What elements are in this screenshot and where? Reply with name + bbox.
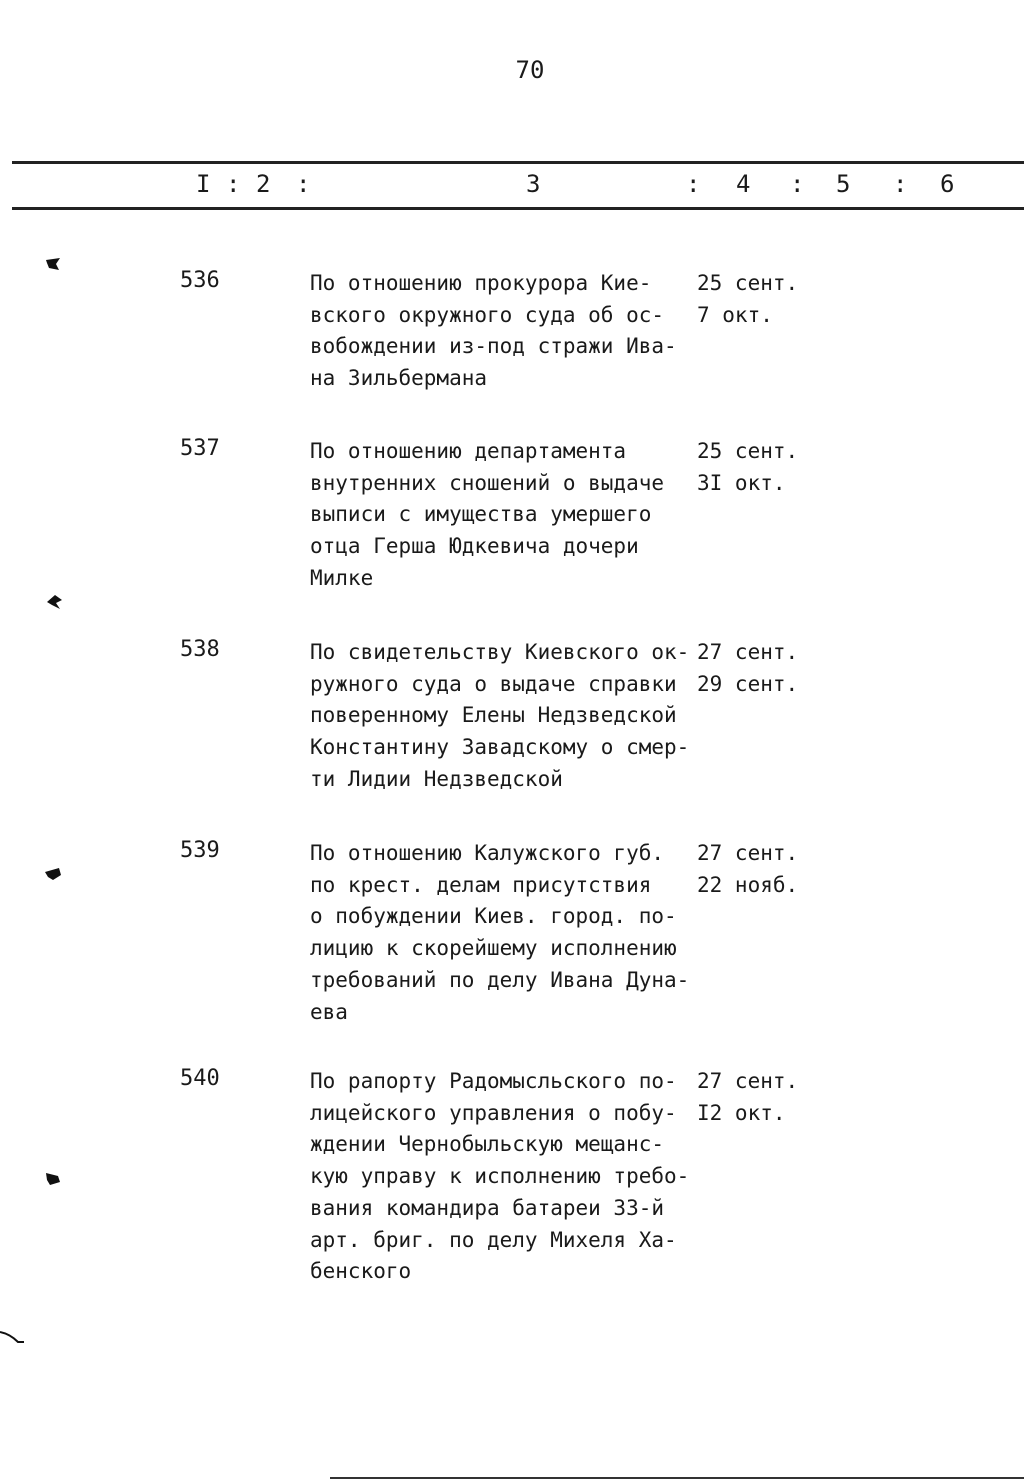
column-1-label: I xyxy=(196,170,211,198)
entry-description xyxy=(310,1066,710,1288)
start-date: 27 сент. xyxy=(697,841,799,865)
header-top-rule xyxy=(12,161,1024,164)
entry-text-line: кую управу к исполнению требо- xyxy=(310,1164,690,1189)
column-2-label: 2 xyxy=(256,170,271,198)
page-bottom-edge xyxy=(330,1477,1024,1479)
entry-text-line: ждении Чернобыльскую мещанс- xyxy=(310,1132,665,1157)
column-separator: : xyxy=(790,170,805,198)
column-separator: : xyxy=(296,170,311,198)
column-separator: : xyxy=(686,170,701,198)
entry-number: 536 xyxy=(180,268,220,293)
entry-text-line: отца Герша Юдкевича дочери xyxy=(310,534,639,559)
column-3-label: 3 xyxy=(526,170,541,198)
entry-dates xyxy=(697,637,798,700)
end-date: I2 окт. xyxy=(697,1100,786,1125)
end-date: 7 окт. xyxy=(697,302,773,327)
entry-text-line: о побуждении Киев. город. по- xyxy=(310,904,677,929)
entry-dates xyxy=(697,1066,798,1129)
entry-text-line: По отношению департамента xyxy=(310,439,627,463)
column-5-label: 5 xyxy=(836,170,851,198)
entry-number: 540 xyxy=(180,1066,220,1091)
entry-text-line: По отношению Калужского губ. xyxy=(310,841,665,865)
entry-description xyxy=(310,436,710,595)
entry-text-line: По отношению прокурора Кие- xyxy=(310,271,652,295)
entry-text-line: По свидетельству Киевского ок- xyxy=(310,640,690,664)
punch-hole-mark xyxy=(46,594,64,610)
entry-dates xyxy=(697,268,798,331)
column-6-label: 6 xyxy=(940,170,955,198)
column-separator: : xyxy=(893,170,908,198)
punch-hole-mark xyxy=(44,256,62,272)
entry-text-line: ружного суда о выдаче справки xyxy=(310,671,677,696)
entry-description xyxy=(310,637,710,796)
entry-text-line: вобождении из-под стражи Ива- xyxy=(310,334,677,359)
column-header-row xyxy=(0,170,1024,202)
start-date: 27 сент. xyxy=(697,640,799,664)
entry-number: 538 xyxy=(180,637,220,662)
entry-text-line: внутренних сношений о выдаче xyxy=(310,470,665,495)
entry-dates xyxy=(697,838,798,901)
entry-dates xyxy=(697,436,798,499)
start-date: 25 сент. xyxy=(697,439,799,463)
entry-text-line: требований по делу Ивана Дуна- xyxy=(310,967,690,992)
entry-text-line: лицейского управления о побу- xyxy=(310,1100,677,1125)
start-date: 25 сент. xyxy=(697,271,799,295)
punch-hole-mark xyxy=(44,1170,62,1186)
end-date: 3I окт. xyxy=(697,470,786,495)
entry-text-line: бенского xyxy=(310,1259,412,1284)
column-separator: : xyxy=(226,170,241,198)
start-date: 27 сент. xyxy=(697,1069,799,1093)
entry-number: 537 xyxy=(180,436,220,461)
entry-text-line: арт. бриг. по делу Михеля Ха- xyxy=(310,1227,677,1252)
entry-text-line: ева xyxy=(310,999,348,1024)
punch-hole-mark xyxy=(44,866,62,882)
entry-text-line: по крест. делам присутствия xyxy=(310,872,652,897)
entry-text-line: лицию к скорейшему исполнению xyxy=(310,936,677,961)
header-bottom-rule xyxy=(12,207,1024,210)
entry-text-line: поверенному Елены Недзведской xyxy=(310,703,677,728)
entry-description xyxy=(310,838,710,1028)
entry-text-line: вского окружного суда об ос- xyxy=(310,302,665,327)
entry-text-line: выписи с имущества умершего xyxy=(310,502,652,527)
column-4-label: 4 xyxy=(736,170,751,198)
entry-text-line: По рапорту Радомысльского по- xyxy=(310,1069,677,1093)
entry-description xyxy=(310,268,710,395)
entry-number: 539 xyxy=(180,838,220,863)
entry-text-line: вания командира батареи 33-й xyxy=(310,1195,665,1220)
entry-text-line: Константину Завадскому о смер- xyxy=(310,735,690,760)
margin-bracket-mark xyxy=(0,1330,24,1346)
entry-text-line: Милке xyxy=(310,565,374,590)
page-number: 70 xyxy=(515,56,545,84)
entry-text-line: ти Лидии Недзведской xyxy=(310,766,563,791)
end-date: 29 сент. xyxy=(697,671,799,696)
end-date: 22 нояб. xyxy=(697,872,799,897)
entry-text-line: на Зильбермана xyxy=(310,366,488,391)
